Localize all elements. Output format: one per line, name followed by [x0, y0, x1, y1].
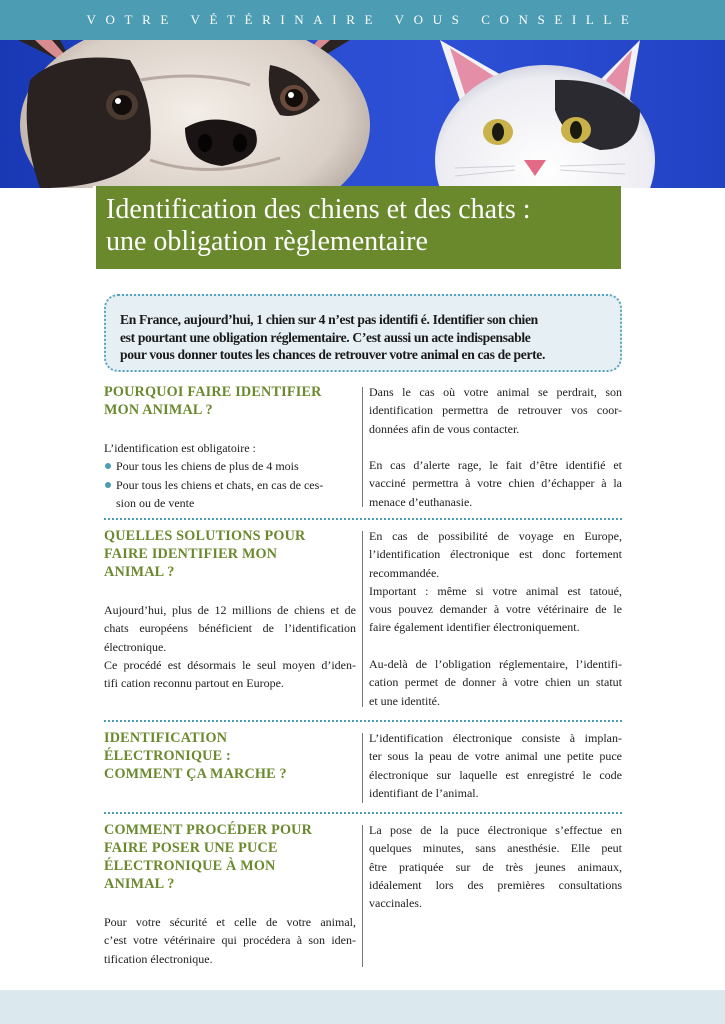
text-line: vous pouvez demander à votre vétérinaire de le: [369, 602, 622, 617]
heading-line: POURQUOI FAIRE IDENTIFIER: [104, 384, 322, 400]
text-line: cation permet de donner à votre chien un statut: [369, 675, 622, 690]
text-line: identifiant de l’animal.: [369, 785, 479, 800]
section-heading: [104, 383, 356, 419]
text-line: Aujourd’hui, plus de 12 millions de chiens et de: [104, 603, 356, 617]
bullet-list: [104, 457, 356, 512]
text-line: électronique.: [104, 639, 167, 654]
section-solutions: [104, 527, 622, 712]
section-left-column: [104, 821, 356, 968]
text-line: En cas de possibilité de voyage en Europe,: [369, 529, 622, 543]
intro-line-1: En France, aujourd’hui, 1 chien sur 4 n’est pas identifi é. Identifier son chien: [120, 312, 538, 327]
section-left-column: [104, 527, 356, 692]
page-title: [106, 194, 621, 258]
page-title-line-1: Identification des chiens et des chats :: [106, 194, 531, 225]
heading-line: FAIRE IDENTIFIER MON: [104, 546, 278, 562]
heading-line: ANIMAL ?: [104, 876, 175, 892]
text-line: tification électronique.: [104, 951, 213, 966]
list-item: Pour tous les chiens de plus de 4 mois: [104, 457, 356, 475]
section-heading: [104, 729, 356, 783]
column-divider: [362, 531, 363, 707]
text-line: c’est votre vétérinaire qui procédera à son iden-: [104, 933, 356, 948]
intro-line-3: pour vous donner toutes les chances de retrouver votre animal en cas de perte.: [120, 347, 546, 362]
hero-photo: [0, 40, 725, 188]
header-bar: [0, 0, 725, 40]
intro-callout: [104, 294, 622, 372]
text-line: faire également identifier électroniquement.: [369, 620, 580, 635]
text-line: Pour votre sécurité et celle de votre animal,: [104, 915, 356, 929]
text-line: ter sous la peau de votre animal une petite puce: [369, 749, 622, 764]
dog-photo: [18, 40, 370, 188]
heading-line: ÉLECTRONIQUE À MON: [104, 858, 276, 874]
column-divider: [362, 825, 363, 967]
text-line: quelques minutes, sans anesthésie. Elle peut: [369, 841, 622, 856]
text-line: menace d’euthanasie.: [369, 494, 473, 509]
text-line: identification permettra de retrouver vos coor-: [369, 403, 622, 418]
section-heading: [104, 821, 356, 893]
section-right-column: [369, 729, 622, 802]
text-line: données afin de vous contacter.: [369, 421, 520, 436]
text-line: Dans le cas où votre animal se perdrait, son: [369, 385, 622, 399]
page-title-box: [93, 186, 621, 269]
hero-illustration: [0, 40, 725, 188]
text-line: l’identification électronique est donc fortement: [369, 547, 622, 562]
text-line: Important : même si votre animal est tatoué,: [369, 583, 622, 598]
column-divider: [362, 733, 363, 803]
section-text: [104, 913, 356, 968]
heading-line: QUELLES SOLUTIONS POUR: [104, 528, 306, 544]
column-divider: [362, 387, 363, 507]
heading-line: MON ANIMAL ?: [104, 402, 213, 418]
intro-text: [120, 311, 620, 364]
heading-line: COMMENT ÇA MARCHE ?: [104, 766, 287, 782]
text-line: La pose de la puce électronique s’effectue en: [369, 823, 622, 837]
text-line: L’identification est obligatoire :: [104, 441, 256, 455]
section-left-column: [104, 383, 356, 512]
section-heading: [104, 527, 356, 581]
intro-line-2: est pourtant une obligation réglementaire. C’est aussi un acte indispensable: [120, 329, 531, 345]
section-pourquoi: [104, 383, 622, 511]
text-line: être pratiquée sur de très jeunes animaux,: [369, 859, 622, 874]
section-text: [104, 601, 356, 692]
section-identification-electronique: [104, 729, 622, 807]
heading-line: ÉLECTRONIQUE :: [104, 748, 231, 764]
text-line: En cas d’alerte rage, le fait d’être identifié et: [369, 458, 622, 473]
section-separator: [104, 812, 622, 814]
text-line: et une identité.: [369, 693, 440, 708]
cat-photo: [435, 40, 655, 188]
footer-band: [0, 990, 725, 1024]
text-line: vaccinales.: [369, 896, 422, 911]
section-comment-proceder: [104, 821, 622, 971]
section-left-column: [104, 729, 356, 783]
header-tagline: VOTRE VÉTÉRINAIRE VOUS CONSEILLE: [86, 12, 639, 27]
text-line: chats européens bénéficient de l’identification: [104, 621, 356, 636]
text-line: vacciné permettra à votre chien d’échapper à la: [369, 476, 622, 491]
heading-line: FAIRE POSER UNE PUCE: [104, 840, 278, 856]
paragraph-gap: [369, 637, 622, 655]
section-separator: [104, 720, 622, 722]
section-right-column: [369, 821, 622, 912]
heading-line: ANIMAL ?: [104, 564, 175, 580]
section-right-column: [369, 383, 622, 511]
page-title-line-2: une obligation règlementaire: [106, 226, 428, 257]
text-line: électronique sur laquelle est enregistré le code: [369, 767, 622, 782]
text-line: Au-delà de l’obligation réglementaire, l’identifi-: [369, 657, 622, 672]
section-separator: [104, 518, 622, 520]
text-line: recommandée.: [369, 565, 440, 580]
heading-line: COMMENT PROCÉDER POUR: [104, 822, 313, 838]
text-line: idéalement lors des premières consultations: [369, 877, 622, 892]
list-item: Pour tous les chiens et chats, en cas de ces- sion ou de vente: [104, 476, 356, 513]
text-line: L’identification électronique consiste à implan-: [369, 731, 622, 745]
section-text: [104, 439, 356, 457]
section-right-column: [369, 527, 622, 710]
heading-line: IDENTIFICATION: [104, 730, 228, 746]
paragraph-gap: [369, 438, 622, 456]
text-line: Ce procédé est désormais le seul moyen d’iden-: [104, 657, 356, 672]
text-line: tifi cation reconnu partout en Europe.: [104, 676, 284, 691]
